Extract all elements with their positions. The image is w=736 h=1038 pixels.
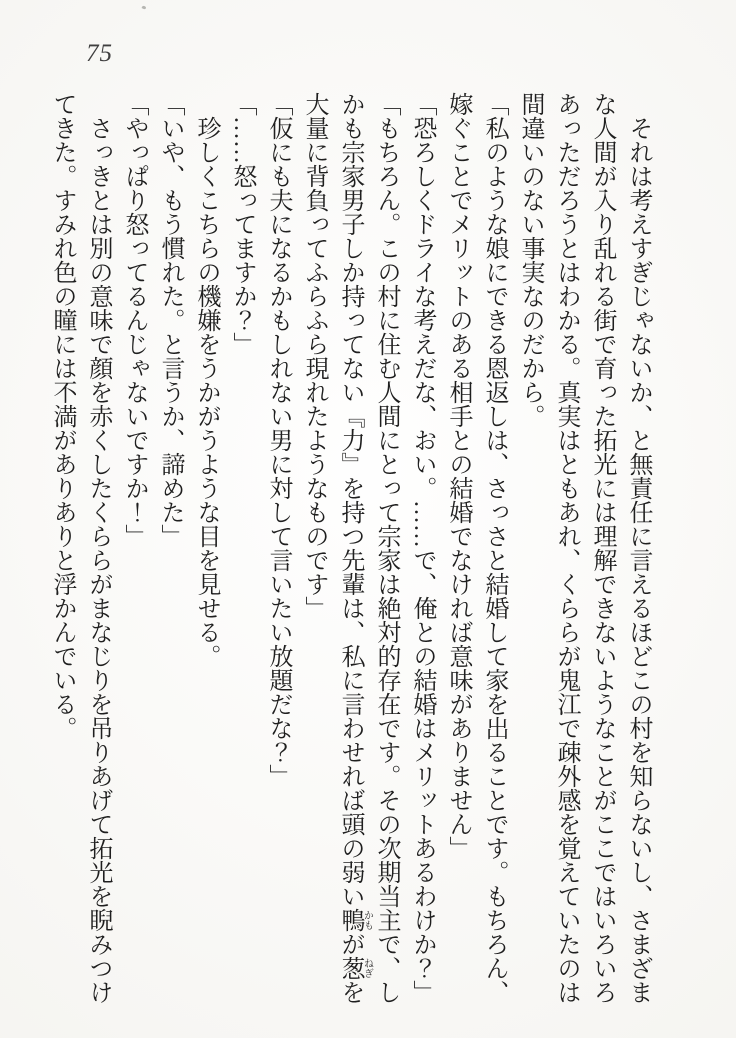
paragraph: 珍しくこちらの機嫌をうかがうような目を見せる。 <box>193 92 219 668</box>
paragraph: 「いや、もう慣れた。と言うか、諦めた」 <box>157 92 183 548</box>
page-number: 75 <box>86 40 113 67</box>
paragraph: さっきとは別の意味で顔を赤くしたくららがまなじりを吊りあげて拓光を睨みつけ てきた。すみれ色の瞳には不満がありありと浮かんでいる。 <box>49 92 111 1004</box>
paragraph: それは考えすぎじゃないか、と無責任に言えるほどこの村を知らないし、さまざま な人間が入り乱れる街で育った拓光には理解できないようなことがここではいろいろ あっただろうとはわかる。真実はともあれ、くららが鬼江で疎外感を覚えていたのは 間違いのない事実なのだから。 <box>517 92 651 1004</box>
paragraph: 「仮にも夫になるかもしれない男に対して言いたい放題だな？」 <box>265 92 291 788</box>
text-block <box>44 92 656 1014</box>
paragraph: 「……怒ってますか？」 <box>229 92 255 356</box>
paragraph: 「私のような娘にできる恩返しは、さっさと結婚して家を出ることです。もちろん、 嫁ぐことでメリットのある相手との結婚でなければ意味がありません」 <box>445 92 507 1004</box>
paragraph: 「やっぱり怒ってるんじゃないですか！」 <box>121 92 147 548</box>
paragraph: 「恐ろしくドライな考えだな、おい。……で、俺との結婚はメリットあるわけか？」 <box>409 92 435 1004</box>
scan-artifact <box>142 5 147 9</box>
paragraph: 「もちろん。この村に住む人間にとって宗家は絶対的存在です。その次期当主で、し かも宗家男子しか持ってない『力』を持つ先輩は、私に言わせれば頭の弱い鴨かもが葱ねぎを 大量に背負ってふらふら現れたようなものです」 <box>301 92 399 1004</box>
